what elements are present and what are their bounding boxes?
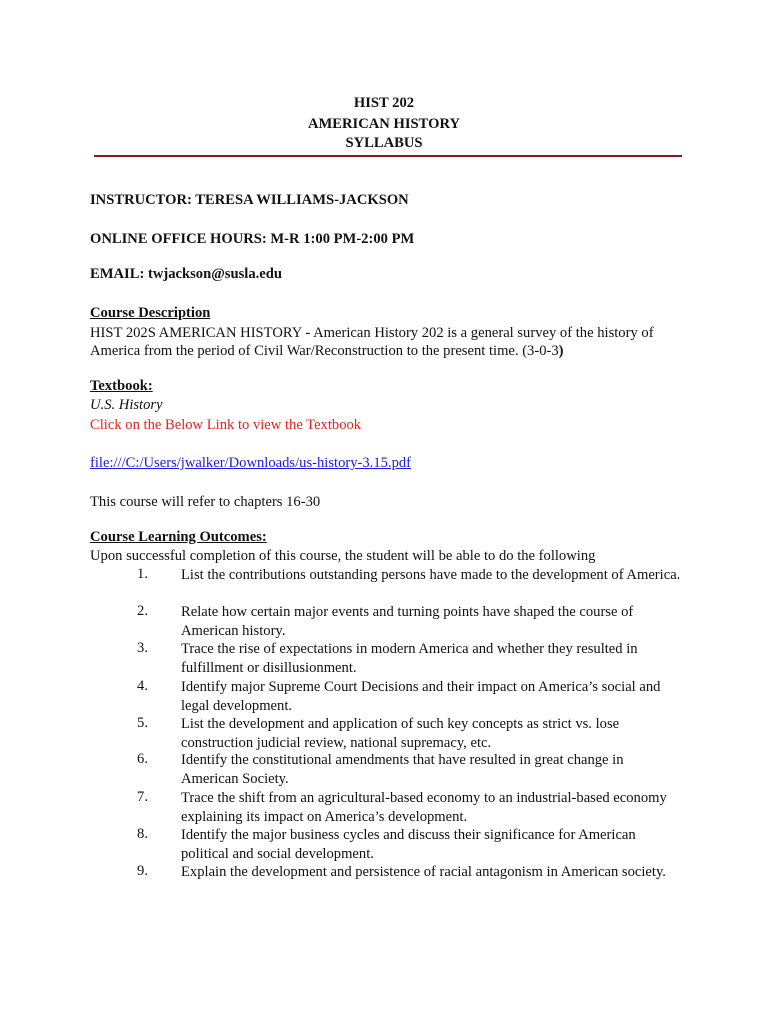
list-item: Trace the rise of expectations in modern America and whether they resulted in fulfillment or disillusionment. — [181, 641, 638, 676]
list-item-number: 7. — [137, 789, 148, 805]
list-item: Explain the development and persistence of racial antagonism in American society. — [181, 864, 666, 880]
course-description-line-2: America from the period of Civil War/Reconstruction to the present time. (3-0-3) — [90, 343, 564, 359]
list-item: Identify the major business cycles and discuss their significance for American political and social development. — [181, 827, 636, 862]
textbook-heading: Textbook: — [90, 378, 153, 394]
title-divider — [94, 155, 682, 157]
list-item-number: 6. — [137, 751, 148, 767]
course-description-heading: Course Description — [90, 305, 211, 321]
course-description-line-1: HIST 202S AMERICAN HISTORY - American History 202 is a general survey of the history of — [90, 325, 654, 341]
course-name: AMERICAN HISTORY — [307, 116, 461, 132]
list-item-number: 8. — [137, 826, 148, 842]
textbook-title: U.S. History — [90, 397, 163, 413]
instructor-line: INSTRUCTOR: TERESA WILLIAMS-JACKSON — [90, 192, 409, 208]
email-line: EMAIL: twjackson@susla.edu — [90, 266, 282, 282]
list-item-number: 3. — [137, 640, 148, 656]
office-hours-line: ONLINE OFFICE HOURS: M-R 1:00 PM-2:00 PM — [90, 231, 415, 247]
list-item-number: 2. — [137, 603, 148, 619]
list-item: Identify major Supreme Court Decisions and their impact on America’s social and legal development. — [181, 679, 661, 714]
list-item-number: 9. — [137, 863, 148, 879]
list-item: Relate how certain major events and turning points have shaped the course of American history. — [181, 604, 634, 639]
list-item-number: 4. — [137, 678, 148, 694]
textbook-instruction: Click on the Below Link to view the Textbook — [90, 417, 362, 433]
list-item: Identify the constitutional amendments that have resulted in great change in American Society. — [181, 752, 624, 787]
outcomes-heading: Course Learning Outcomes: — [90, 529, 267, 545]
list-item: List the development and application of such key concepts as strict vs. lose construction judicial review, national supremacy, etc. — [181, 716, 620, 751]
list-item: List the contributions outstanding persons have made to the development of America. — [181, 567, 681, 583]
textbook-link[interactable]: file:///C:/Users/jwalker/Downloads/us-history-3.15.pdf — [90, 455, 412, 471]
list-item-number: 5. — [137, 715, 148, 731]
list-item: Trace the shift from an agricultural-based economy to an industrial-based economy explaining its impact on America’s development. — [181, 790, 667, 825]
outcomes-intro: Upon successful completion of this course, the student will be able to do the following — [90, 548, 596, 564]
chapters-note: This course will refer to chapters 16-30 — [90, 494, 321, 510]
list-item-number: 1. — [137, 566, 148, 582]
course-code: HIST 202 — [353, 95, 415, 111]
document-type: SYLLABUS — [345, 135, 423, 151]
